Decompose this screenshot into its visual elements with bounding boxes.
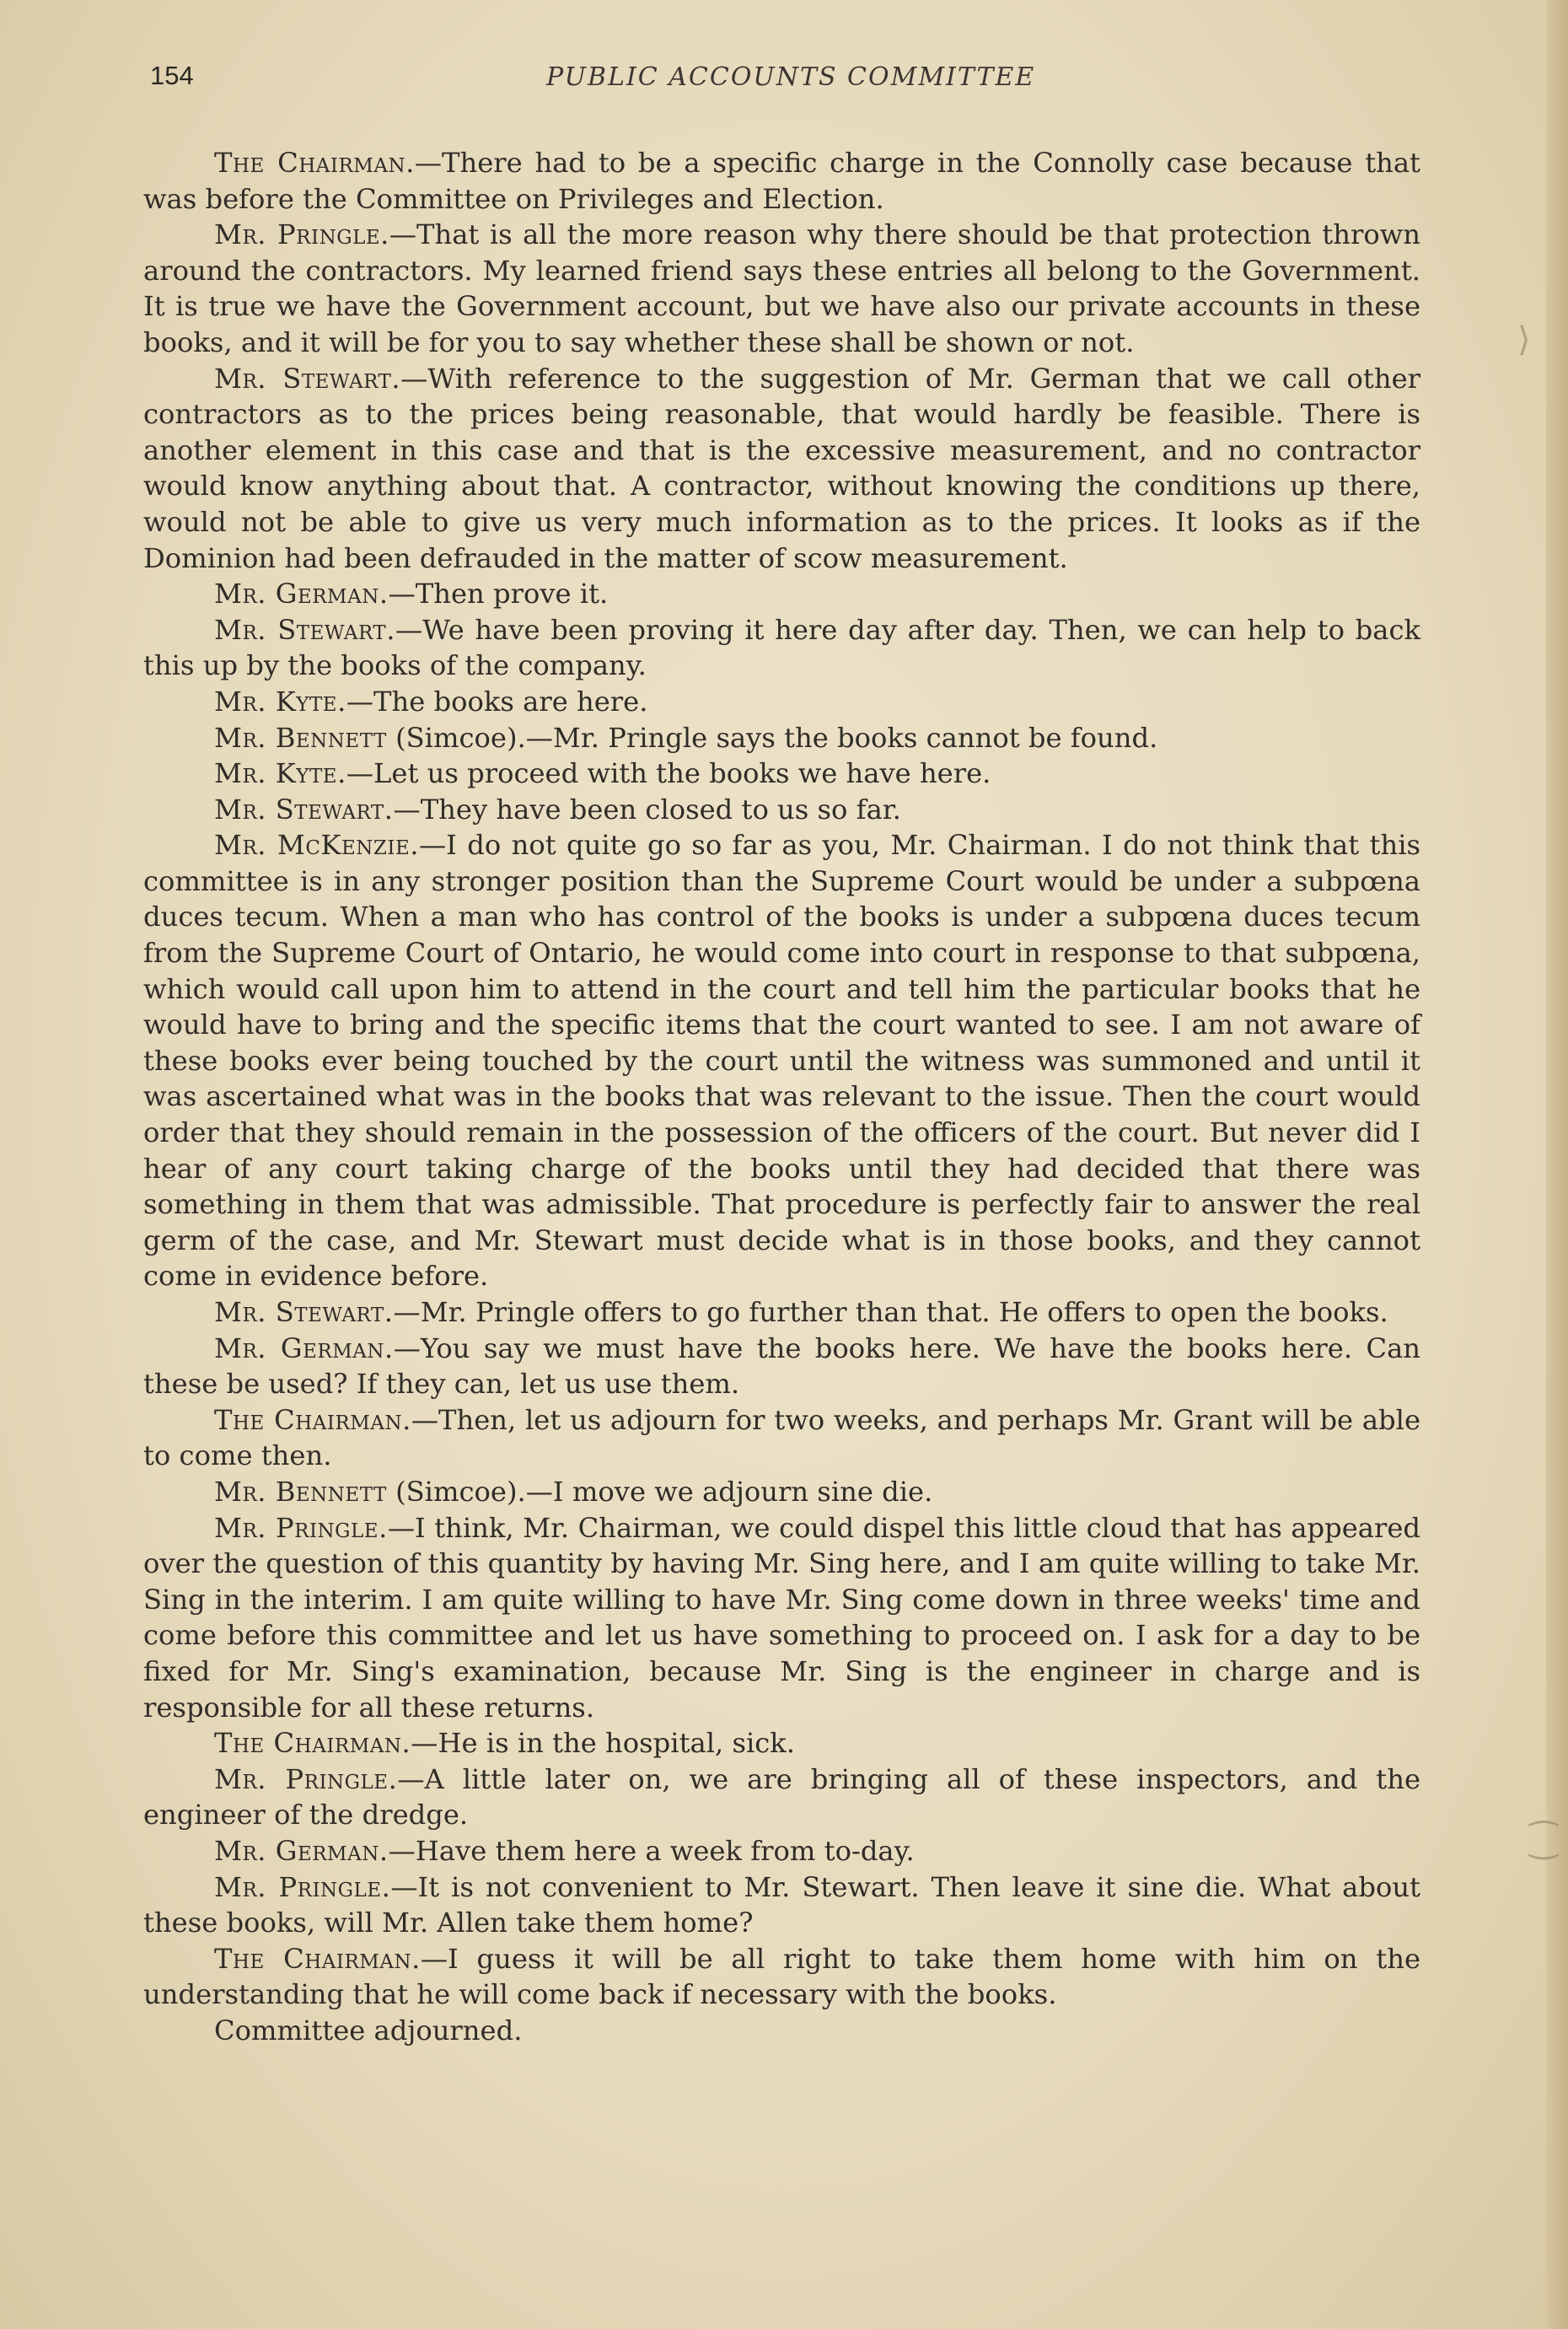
speaker-name: The Chairman. [214, 147, 415, 179]
speaker-name: Mr. Bennett [214, 721, 387, 754]
margin-mark: ⁐ [1530, 1821, 1558, 1860]
paragraph [143, 1941, 1420, 2013]
speaker-name: Mr. Bennett [214, 1475, 387, 1508]
paragraph [143, 684, 1420, 720]
page-edge [1546, 0, 1568, 2329]
paragraph-text: —A little later on, we are bringing all of these inspectors, and the engineer of the dredge. [143, 1762, 1420, 1831]
paragraph-text: —We have been proving it here day after day. Then, we can help to back this up by the books of the company. [143, 613, 1420, 682]
paragraph-text: (Simcoe).—I move we adjourn sine die. [386, 1475, 933, 1508]
speaker-name: The Chairman. [214, 1403, 411, 1436]
speaker-name: Mr. Pringle. [214, 1870, 391, 1903]
paragraph [143, 1474, 1420, 1510]
speaker-name: Mr. German. [214, 578, 389, 610]
page-header [150, 61, 1431, 101]
paragraph [143, 576, 1420, 612]
page-number: 154 [150, 61, 194, 90]
paragraph-text: —They have been closed to us so far. [393, 793, 901, 826]
paragraph-text: Committee adjourned. [214, 2014, 523, 2047]
paragraph [143, 756, 1420, 792]
margin-mark: ⟩ [1517, 320, 1531, 359]
speaker-name: Mr. McKenzie. [214, 829, 419, 862]
paragraph [143, 217, 1420, 360]
paragraph [143, 1869, 1420, 1941]
speaker-name: Mr. German. [214, 1834, 389, 1867]
paragraph [143, 1762, 1420, 1833]
paragraph [143, 1294, 1420, 1331]
paragraph-text: —Mr. Pringle offers to go further than that. He offers to open the books. [393, 1296, 1388, 1328]
paragraph-text: —He is in the hospital, sick. [411, 1727, 796, 1760]
speaker-name: Mr. Pringle. [214, 1511, 388, 1544]
speaker-name: Mr. Stewart. [214, 362, 401, 395]
paragraph-text: —The books are here. [346, 685, 648, 718]
speaker-name: Mr. German. [214, 1331, 394, 1364]
paragraph-text: (Simcoe).—Mr. Pringle says the books cannot be found. [386, 721, 1158, 754]
speaker-name: Mr. Kyte. [214, 685, 346, 718]
paragraph-text: —There had to be a specific charge in the Connolly case because that was before the Committee on Privileges and Election. [143, 147, 1420, 215]
speaker-name: Mr. Pringle. [214, 218, 389, 251]
paragraph-text: —Let us proceed with the books we have here. [346, 757, 991, 790]
paragraph-text: —Have them here a week from to-day. [388, 1834, 915, 1867]
closing-line [143, 2013, 1420, 2049]
paragraph-text: —I think, Mr. Chairman, we could dispel this little cloud that has appeared over the question of this quantity by having Mr. Sing here, and I am quite willing to take Mr. Sing in the interim. I am quite willing to have Mr. Sing come down in three weeks' time and come before this committee and let us have something to proceed on. I ask for a day to be fixed for Mr. Sing's examination, because Mr. Sing is the engineer in charge and is responsible for all these returns. [143, 1511, 1421, 1724]
paragraph [143, 1833, 1420, 1869]
paragraph [143, 827, 1420, 1294]
paragraph-text: —Then prove it. [388, 578, 609, 610]
paragraph-text: —Then, let us adjourn for two weeks, and perhaps Mr. Grant will be able to come then. [143, 1403, 1421, 1472]
paragraph-text: —I guess it will be all right to take them home with him on the understanding that he will come back if necessary with the books. [143, 1942, 1421, 2011]
speaker-name: The Chairman. [214, 1942, 421, 1975]
paragraph [143, 720, 1420, 756]
paragraph [143, 1510, 1420, 1726]
running-head: PUBLIC ACCOUNTS COMMITTEE [546, 62, 1036, 92]
paragraph-text: —That is all the more reason why there should be that protection thrown around the contractors. My learned friend says these entries all belong to the Government. It is true we have the Government account, but we have also our private accounts in these books, and it will be for you to say whether these shall be shown or not. [143, 218, 1420, 358]
speaker-name: The Chairman. [214, 1727, 411, 1760]
paragraph [143, 1402, 1420, 1474]
speaker-name: Mr. Stewart. [214, 613, 395, 646]
paragraph [143, 361, 1420, 577]
paragraph [143, 612, 1420, 684]
speaker-name: Mr. Stewart. [214, 1296, 394, 1328]
paragraph-text: —With reference to the suggestion of Mr. German that we call other contractors as to the prices being reasonable, that would hardly be feasible. There is another element in this case and that is the excessive measurement, and no contractor would know anything about that. A contractor, without knowing the conditions up there, would not be able to give us very much information as to the prices. It looks as if the Dominion had been defrauded in the matter of scow measurement. [143, 362, 1421, 574]
speaker-name: Mr. Stewart. [214, 793, 394, 826]
paragraph-text: —It is not convenient to Mr. Stewart. Then leave it sine die. What about these books, will Mr. Allen take them home? [143, 1870, 1420, 1939]
paragraph [143, 1331, 1420, 1402]
transcript-body [143, 145, 1420, 2048]
paragraph [143, 792, 1420, 828]
paragraph [143, 1725, 1420, 1762]
paragraph-text: —You say we must have the books here. We have the books here. Can these be used? If they can, let us use them. [143, 1331, 1420, 1401]
paragraph-text: —I do not quite go so far as you, Mr. Chairman. I do not think that this committee is in any stronger position than the Supreme Court would be under a subpœna duces tecum. When a man who has control of the books is under a subpœna duces tecum from the Supreme Court of Ontario, he would come into court in response to that subpœna, which would call upon him to attend in the court and tell him the particular books that he would have to bring and the specific items that the court wanted to see. I am not aware of these books ever being touched by the court until the witness was summoned and until it was ascertained what was in the books that was relevant to the issue. Then the court would order that they should remain in the possession of the officers of the court. But never did I hear of any court taking charge of the books until they had decided that there was something in them that was admissible. That procedure is perfectly fair to answer the real germ of the case, and Mr. Stewart must decide what is in those books, and they cannot come in evidence before. [143, 829, 1421, 1293]
speaker-name: Mr. Kyte. [214, 757, 346, 790]
paragraph [143, 145, 1420, 217]
speaker-name: Mr. Pringle. [214, 1762, 398, 1795]
